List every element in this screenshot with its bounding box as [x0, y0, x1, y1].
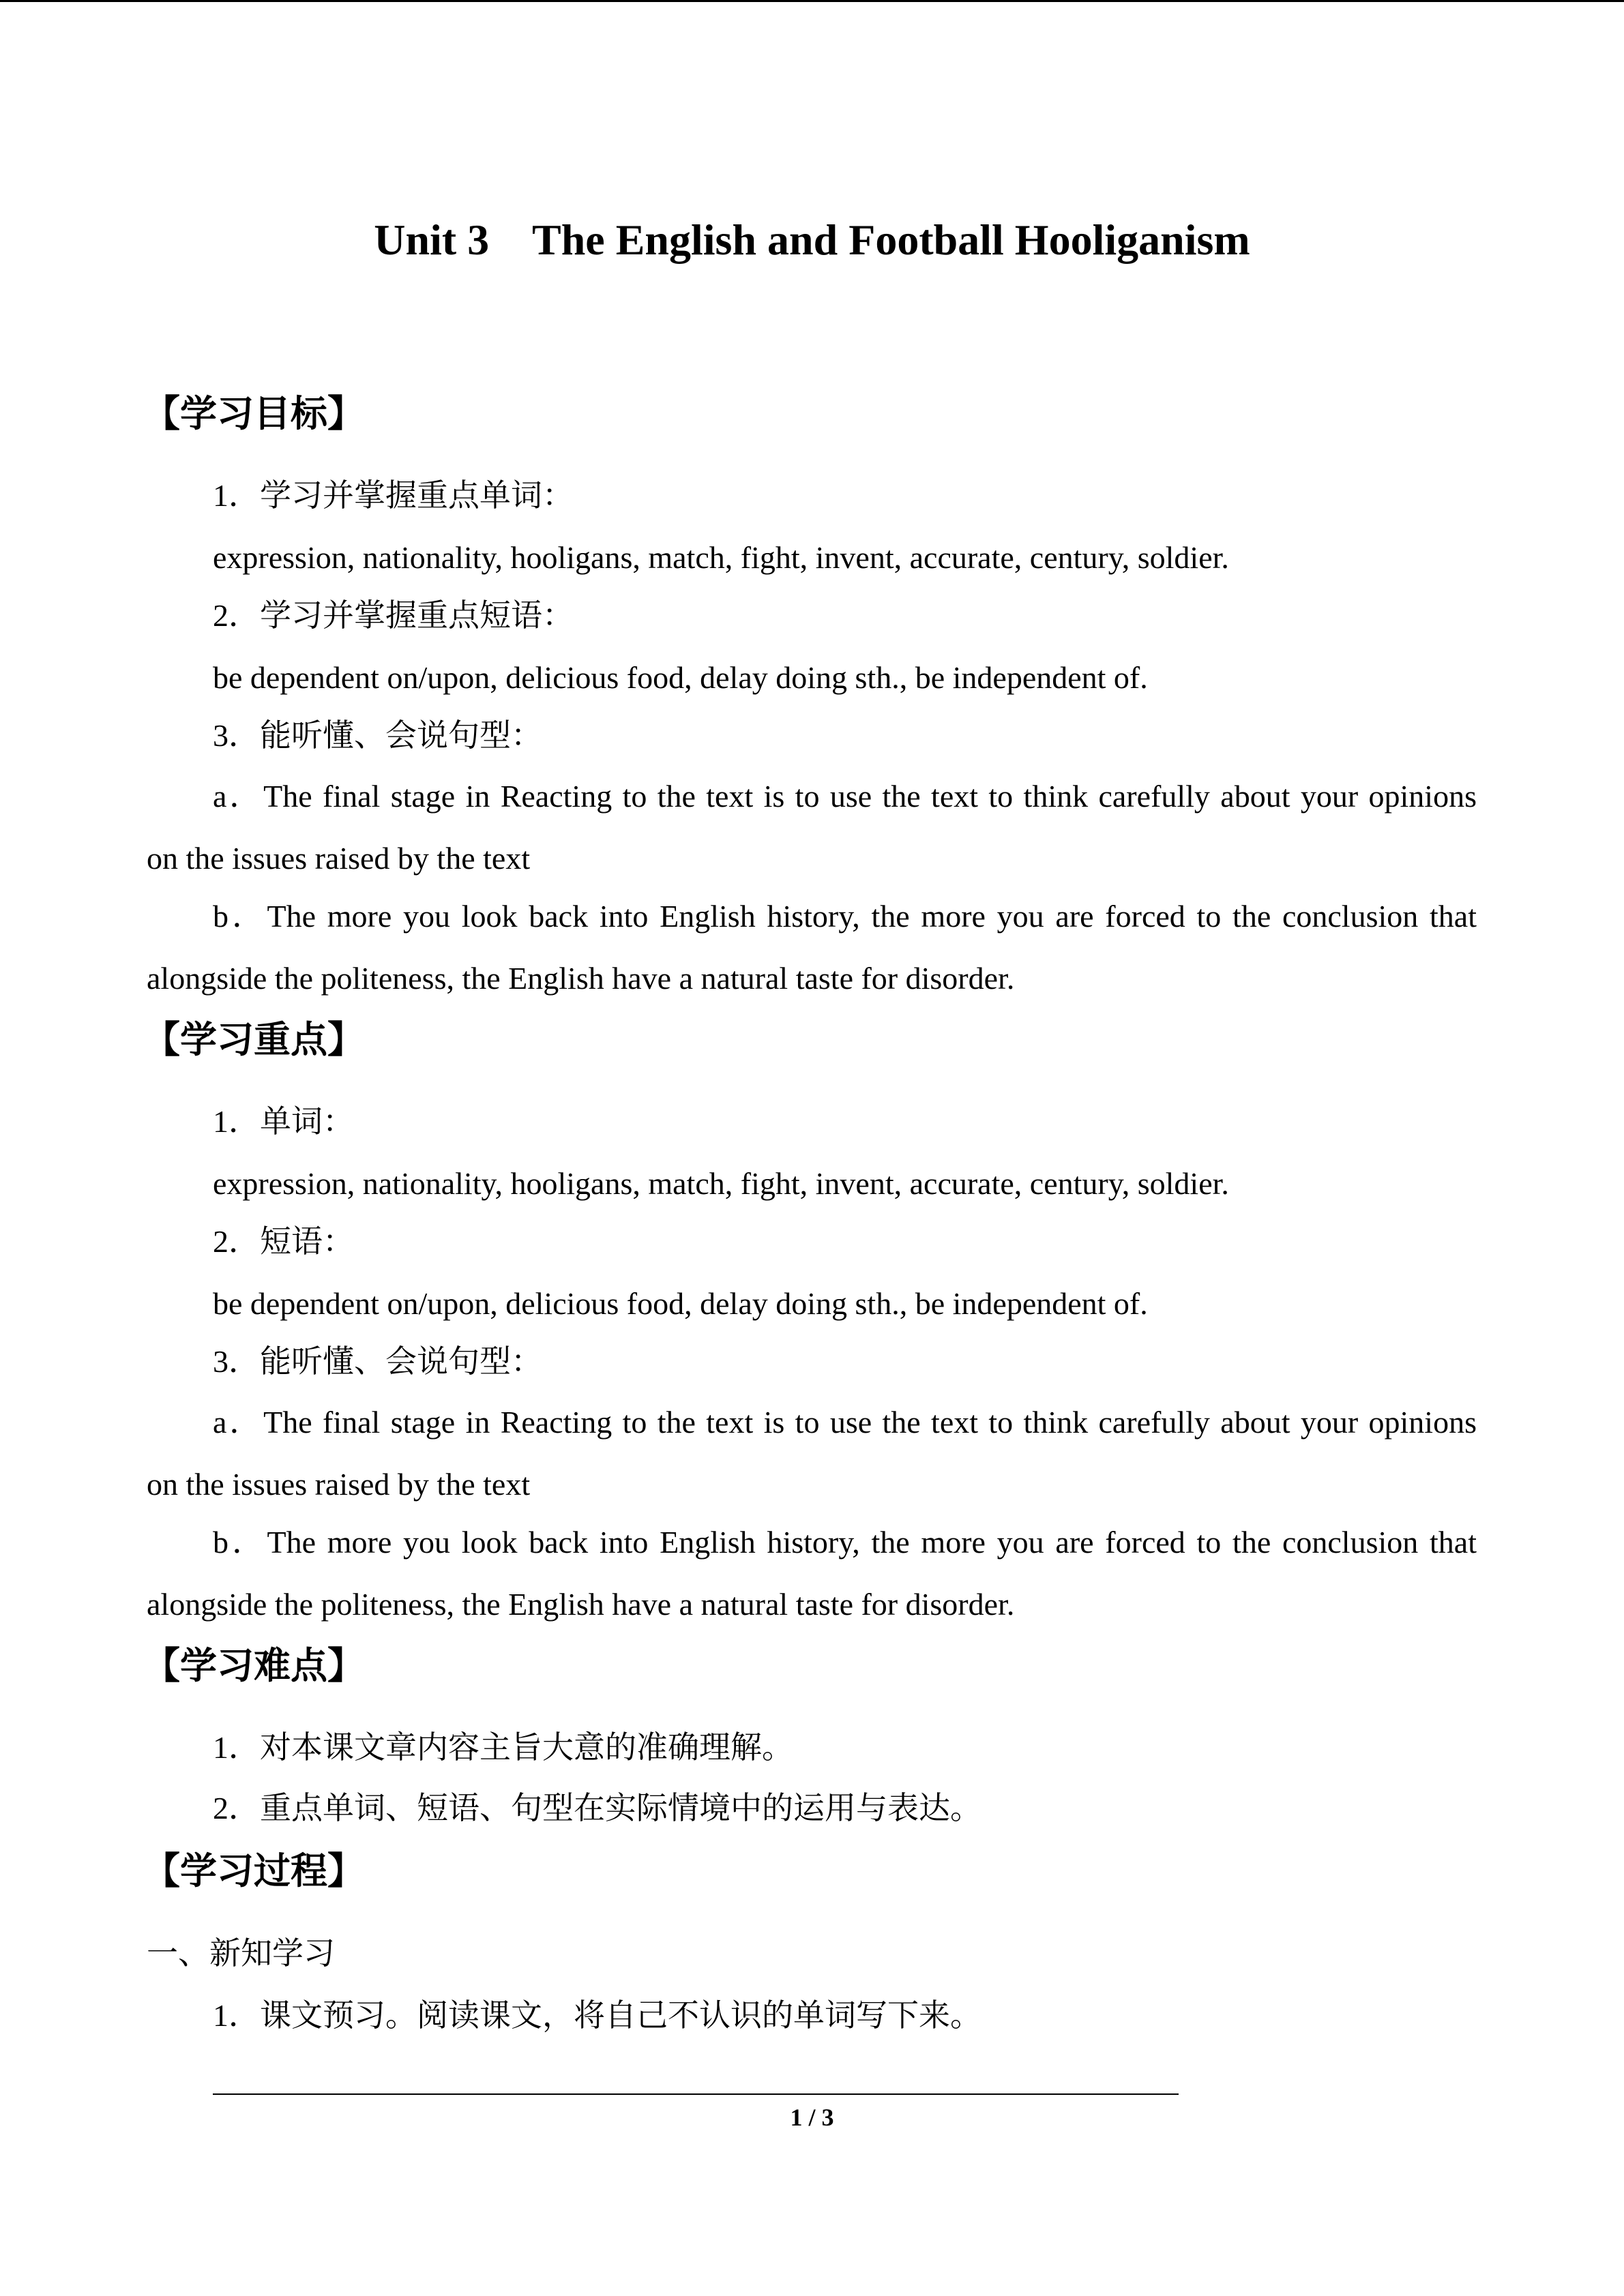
heading-difficulties: 【学习难点】 [143, 1644, 364, 1687]
objectives-item-1: 1．学习并掌握重点单词： [213, 478, 574, 513]
objectives-sentence-b-cont: alongside the politeness, the English have a natural taste for disorder. [147, 961, 1015, 996]
top-border [0, 0, 1624, 2]
heading-process: 【学习过程】 [143, 1849, 364, 1892]
objectives-sentence-a: a．The final stage in Reacting to the text is to use the text to think carefully about your opinions [213, 779, 1477, 814]
objectives-sentence-b: b．The more you look back into English history, the more you are forced to the conclusion that [213, 899, 1477, 934]
process-subheading-1: 一、新知学习 [147, 1936, 335, 1971]
objectives-item-3: 3．能听懂、会说句型： [213, 718, 542, 753]
key-points-sentence-b-cont: alongside the politeness, the English have a natural taste for disorder. [147, 1587, 1015, 1622]
objectives-sentence-a-cont: on the issues raised by the text [147, 841, 531, 876]
process-item-1: 1．课文预习。阅读课文，将自己不认识的单词写下来。 [213, 1998, 981, 2033]
page-title: Unit 3 The English and Football Hooliganism [374, 215, 1250, 264]
footer-rule [213, 2093, 1179, 2095]
heading-objectives: 【学习目标】 [143, 392, 364, 435]
objectives-item-2: 2．学习并掌握重点短语： [213, 598, 574, 633]
objectives-phrases: be dependent on/upon, delicious food, delay doing sth., be independent of. [213, 660, 1148, 695]
key-points-sentence-a: a．The final stage in Reacting to the text is to use the text to think carefully about your opinions [213, 1405, 1477, 1440]
heading-key-points: 【学习重点】 [143, 1018, 364, 1061]
key-points-sentence-a-cont: on the issues raised by the text [147, 1467, 531, 1502]
key-points-words: expression, nationality, hooligans, match, fight, invent, accurate, century, soldier. [213, 1166, 1229, 1201]
objectives-words: expression, nationality, hooligans, match, fight, invent, accurate, century, soldier. [213, 540, 1229, 575]
key-points-sentence-b: b．The more you look back into English history, the more you are forced to the conclusion that [213, 1525, 1477, 1560]
key-points-item-3: 3．能听懂、会说句型： [213, 1344, 542, 1379]
key-points-phrases: be dependent on/upon, delicious food, delay doing sth., be independent of. [213, 1286, 1148, 1321]
page-number: 1 / 3 [790, 2104, 834, 2131]
difficulties-item-1: 1．对本课文章内容主旨大意的准确理解。 [213, 1730, 793, 1765]
key-points-item-1: 1．单词： [213, 1104, 354, 1139]
difficulties-item-2: 2．重点单词、短语、句型在实际情境中的运用与表达。 [213, 1791, 981, 1825]
key-points-item-2: 2．短语： [213, 1224, 354, 1259]
